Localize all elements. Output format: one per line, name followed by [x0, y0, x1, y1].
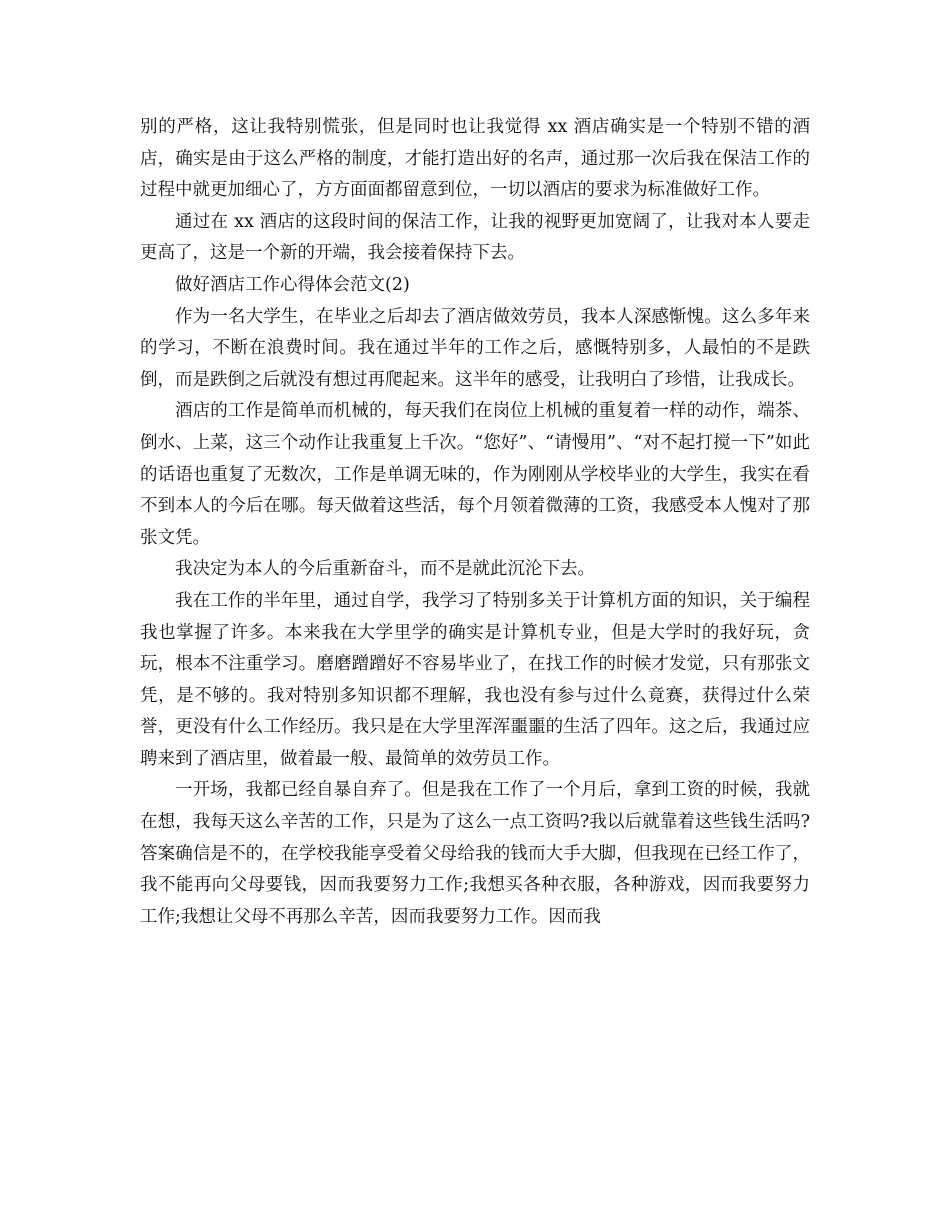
paragraph-5: 我决定为本人的今后重新奋斗，而不是就此沉沦下去。 [175, 559, 595, 580]
document-body [140, 112, 810, 933]
paragraph-4: 酒店的工作是简单而机械的，每天我们在岗位上机械的重复着一样的动作，端茶、倒水、上菜，这三个动作让我重复上千次。“您好”、“请慢用”、“对不起打搅一下”如此的话语也重复了无数次，工作是单调无味的，作为刚刚从学校毕业的大学生，我实在看不到本人的今后在哪。每天做着这些活，每个月领着微薄的工资，我感受本人愧对了那张文凭。 [140, 401, 810, 548]
paragraph-6: 我在工作的半年里，通过自学，我学习了特别多关于计算机方面的知识，关于编程我也掌握了许多。本来我在大学里学的确实是计算机专业，但是大学时的我好玩，贪玩，根本不注重学习。磨磨蹭蹭好不容易毕业了，在找工作的时候才发觉，只有那张文凭，是不够的。我对特别多知识都不理解，我也没有参与过什么竟赛，获得过什么荣誉，更没有什么工作经历。我只是在大学里浑浑噩噩的生活了四年。这之后，我通过应聘来到了酒店里，做着最一般、最简单的效劳员工作。 [140, 590, 810, 769]
paragraph-7: 一开场，我都已经自暴自弃了。但是我在工作了一个月后，拿到工资的时候，我就在想，我每天这么辛苦的工作，只是为了这么一点工资吗?我以后就靠着这些钱生活吗?答案确信是不的，在学校我能享受着父母给我的钱而大手大脚，但我现在已经工作了，我不能再向父母要钱，因而我要努力工作;我想买各种衣服，各种游戏，因而我要努力工作;我想让父母不再那么辛苦，因而我要努力工作。因而我 [140, 780, 810, 927]
paragraph-2: 通过在 xx 酒店的这段时间的保洁工作，让我的视野更加宽阔了，让我对本人要走更高了，这是一个新的开端，我会接着保持下去。 [140, 211, 810, 264]
section-heading: 做好酒店工作心得体会范文(2) [175, 274, 410, 295]
paragraph-1: 别的严格，这让我特别慌张，但是同时也让我觉得 xx 酒店确实是一个特别不错的酒店，确实是由于这么严格的制度，才能打造出好的名声，通过那一次后我在保洁工作的过程中就更加细心了，方方面面都留意到位，一切以酒店的要求为标准做好工作。 [140, 117, 810, 201]
paragraph-3: 作为一名大学生，在毕业之后却去了酒店做效劳员，我本人深感惭愧。这么多年来的学习，不断在浪费时间。我在通过半年的工作之后，感慨特别多，人最怕的不是跌倒，而是跌倒之后就没有想过再爬起来。这半年的感受，让我明白了珍惜，让我成长。 [140, 306, 810, 390]
